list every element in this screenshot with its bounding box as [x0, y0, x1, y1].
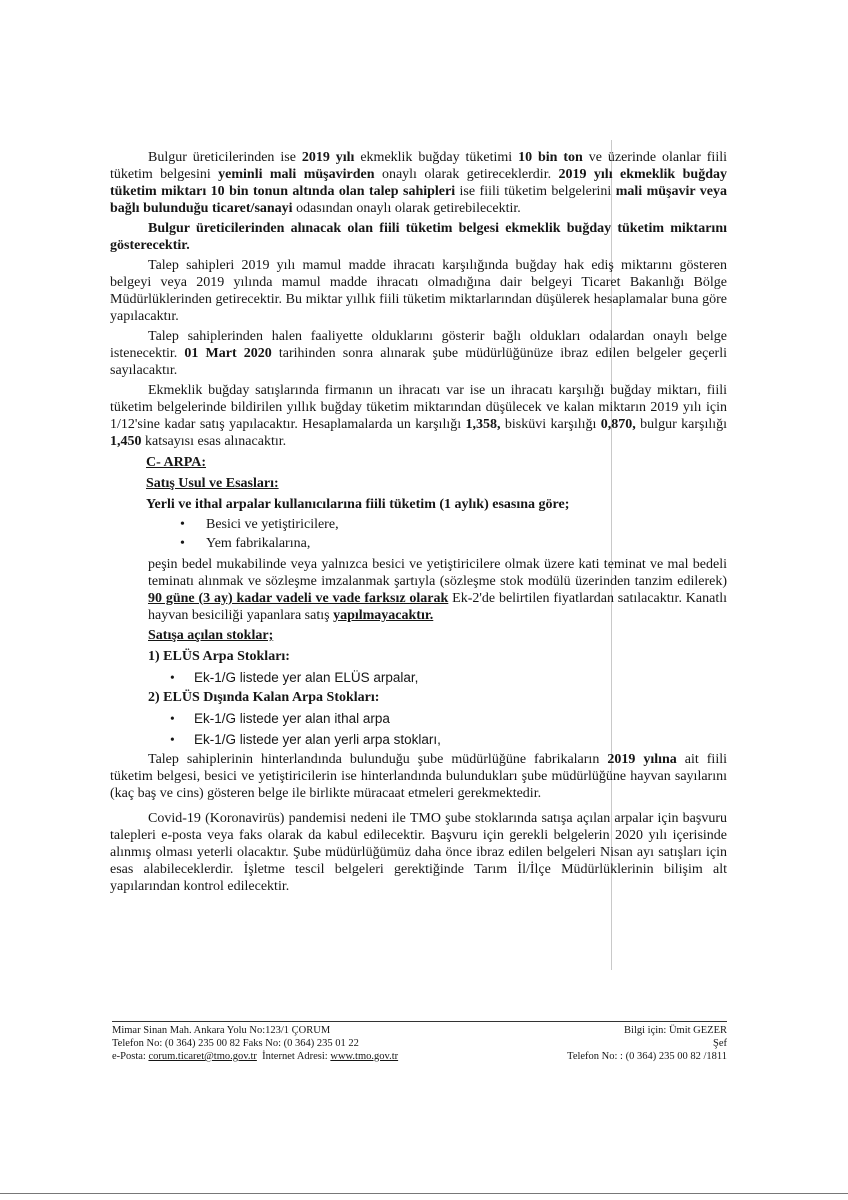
paragraph-bulgur-producers: Bulgur üreticilerinden ise 2019 yılı ekmeklik buğday tüketimi 10 bin ton ve üzerinde olanlar fiili tüketim belgesini yeminli mali müşavirden onaylı olarak getireceklerdir. 2019 yılı ekmeklik buğday tüketim miktarı 10 bin tonun altında olan talep sahipleri ise fiili tüketim belgelerini mali müşavir veya bağlı bulunduğu ticaret/sanayi odasından onaylı olarak getirebilecektir. — [110, 150, 727, 216]
heading-sales-procedure: Satış Usul ve Esasları: — [146, 476, 279, 491]
heading-stocks-for-sale: Satışa açılan stoklar; — [148, 628, 274, 643]
footer-info-person: Bilgi için: Ümit GEZER — [624, 1025, 727, 1036]
footer-info-contact — [567, 1024, 727, 1063]
footer-divider — [112, 1021, 727, 1022]
footer-info-title: Şef — [713, 1038, 727, 1049]
paragraph-payment-terms: peşin bedel mukabilinde veya yalnızca besici ve yetiştiricilere olmak üzere kati teminat ve mal bedeli teminatı alınmak ve sözleşme imzalanmak şartıyla (sözleşme stok modülü üzerinden tanzim edilerek) 90 güne (3 ay) kadar vadeli ve vade farksız olarak Ek-2'de belirtilen fiyatlardan satılacaktır. Kanatlı hayvan besiciliği yapanlara satış yapılmayacaktır. — [148, 557, 727, 623]
paragraph-covid-application: Covid-19 (Koronavirüs) pandemisi nedeni ile TMO şube stoklarında satışa açılan arpalar için başvuru talepleri e-posta veya faks olarak da kabul edilecektir. Başvuru için gerekli belgelerin 2020 yılı içerisinde alınmış olması yeterli olacaktır. Şube müdürlüğümüz daha önce ibraz edilen belgeleri Nisan ayı satışları için esas alabileceklerdir. İşletme tescil belgeleri gerektiğinde Tarım İl/İlçe Müdürlüklerinin bilişim alt yapılarından kontrol edilecektir. — [110, 811, 727, 894]
footer-phone-fax: Telefon No: (0 364) 235 00 82 Faks No: (0 364) 235 01 22 — [112, 1038, 359, 1049]
scan-bottom-edge — [0, 1193, 848, 1194]
footer-info-phone: Telefon No: : (0 364) 235 00 82 /1811 — [567, 1051, 727, 1062]
list-item: • Yem fabrikalarına, — [110, 535, 727, 552]
footer-contact — [112, 1024, 398, 1063]
section-heading-c-arpa: C- ARPA: — [146, 455, 207, 470]
list-item: • Ek-1/G listede yer alan ELÜS arpalar, — [110, 669, 727, 686]
email-link[interactable]: corum.ticaret@tmo.gov.tr — [148, 1051, 257, 1062]
paragraph-application-requirements: Talep sahiplerinin hinterlandında bulunduğu şube müdürlüğüne fabrikaların 2019 yılına ait fiili tüketim belgesi, besici ve yetiştiricilerin ise hinterlandında bulundukları şube müdürlüğüne hayvan sayılarını (kaç baş ve cins) gösteren belge ile birlikte müracaat etmeleri gerekmektedir. — [110, 752, 727, 801]
website-link[interactable]: www.tmo.gov.tr — [330, 1051, 399, 1062]
footer-email-web: e-Posta: corum.ticaret@tmo.gov.tr İnternet Adresi: www.tmo.gov.tr — [112, 1051, 399, 1062]
paragraph-export-certificate: Talep sahipleri 2019 yılı mamul madde ihracatı karşılığında buğday hak ediş miktarını gösteren belgeyi veya 2019 yılında mamul madde ihracatı olmadığına dair belgeyi Ticaret Bakanlığı Bölge Müdürlüklerinden getirecektir. Bu miktar yıllık fiili tüketim miktarlarından düşülerek hesaplamalar buna göre yapılacaktır. — [110, 258, 727, 324]
elus-stock-list — [110, 669, 727, 686]
document-body — [110, 149, 727, 895]
list-item: • Besici ve yetiştiricilere, — [110, 516, 727, 533]
paragraph-bulgur-consumption-note: Bulgur üreticilerinden alınacak olan fiili tüketim belgesi ekmeklik buğday tüketim miktarını gösterecektir. — [110, 221, 727, 253]
paragraph-chamber-approval: Talep sahiplerinden halen faaliyette olduklarını gösterir bağlı oldukları odalardan onaylı belge istenecektir. 01 Mart 2020 tarihinden sonra alınarak şube müdürlüğünüze ibraz edilen belgeler geçerli sayılacaktır. — [110, 329, 727, 378]
non-elus-stock-list — [110, 710, 727, 748]
list-item: • Ek-1/G listede yer alan yerli arpa stokları, — [110, 731, 727, 748]
list-item: • Ek-1/G listede yer alan ithal arpa — [110, 710, 727, 727]
heading-non-elus-barley-stocks: 2) ELÜS Dışında Kalan Arpa Stokları: — [148, 690, 380, 705]
heading-domestic-imported-barley: Yerli ve ithal arpalar kullanıcılarına fiili tüketim (1 aylık) esasına göre; — [146, 497, 570, 512]
buyer-list — [110, 516, 727, 552]
footer-address: Mimar Sinan Mah. Ankara Yolu No:123/1 ÇORUM — [112, 1025, 331, 1036]
heading-elus-barley-stocks: 1) ELÜS Arpa Stokları: — [148, 649, 290, 664]
paragraph-flour-export-coefficients: Ekmeklik buğday satışlarında firmanın un ihracatı var ise un ihracatı karşılığı buğday miktarı, fiili tüketim belgelerinde bildirilen yıllık buğday tüketim miktarından düşülecek ve kalan miktarın 2019 yılı için 1/12'sine kadar satış yapılacaktır. Hesaplamalarda un karşılığı 1,358, bisküvi karşılığı 0,870, bulgur karşılığı 1,450 katsayısı esas alınacaktır. — [110, 383, 728, 449]
